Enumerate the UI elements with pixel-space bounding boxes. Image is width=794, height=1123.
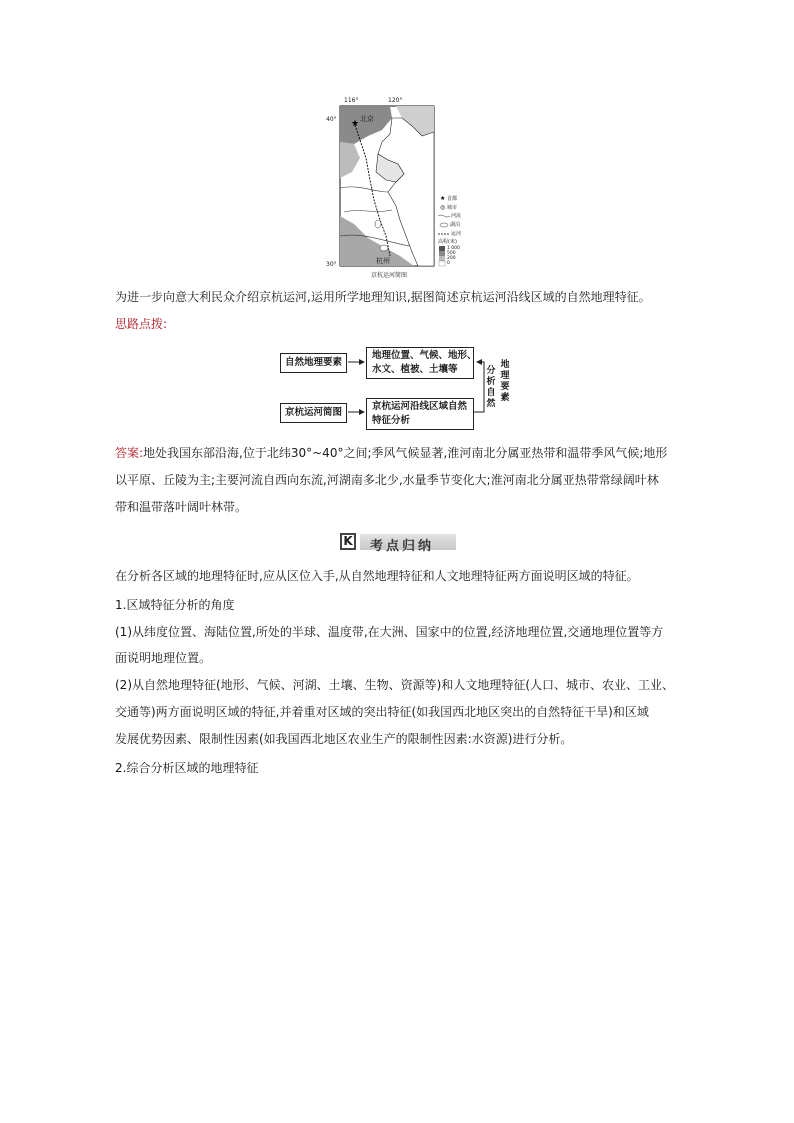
legend-elev-1000: [439, 246, 445, 251]
answer-line-2: 以平原、丘陵为主;主要河流自西向东流,河湖南多北少,水量季节变化大;淮河南北分属亚热带常绿阔叶林: [115, 473, 659, 487]
body-intro: 在分析各区域的地理特征时,应从区位入手,从自然地理特征和人文地理特征两方面说明区域的特征。: [115, 569, 639, 583]
legend-elev-500-label: 500: [447, 251, 456, 256]
legend-elevation-title: 高程(米): [438, 239, 457, 245]
body-p1-line1: (1)从纬度位置、海陆位置,所处的半球、温度带,在大洲、国家中的位置,经济地理位置,交通地理位置等方: [115, 625, 664, 639]
hint-label: 思路点拨:: [115, 317, 168, 331]
lake: [380, 245, 388, 251]
flow-box-element-list: [366, 347, 477, 379]
legend-elev-0: [439, 261, 445, 266]
flow-box-feature-analysis-line2: 特征分析: [372, 415, 411, 426]
flow-box-element-list-line1: 地理位置、气候、地形、: [372, 350, 477, 361]
flow-box-natural-elements: 自然地理要素: [280, 353, 347, 373]
analysis-flow-diagram: [278, 342, 530, 428]
capital-star-icon: ★: [351, 119, 360, 129]
flow-side-label-right: 地理要素: [500, 360, 510, 403]
answer-line-1-text: 地处我国东部沿海,位于北纬30°~40°之间;季风气候显著,淮河南北分属亚热带和温带季风气候;地形: [143, 446, 668, 460]
legend-city-icon: ◎: [440, 204, 446, 211]
answer-line-1: [115, 440, 685, 467]
section-band: [360, 534, 456, 554]
body-heading-1: 1.区域特征分析的角度: [115, 598, 235, 612]
body-p1-line2: 面说明地理位置。: [115, 651, 212, 665]
body-heading-2: 2.综合分析区域的地理特征: [115, 761, 259, 775]
legend-lake-label: 湖泊: [450, 222, 461, 228]
map-caption: 京杭运河简图: [370, 272, 407, 279]
lon-label-116: 116°: [344, 97, 359, 104]
answer-line-3: 带和温带落叶阔叶林带。: [115, 500, 248, 514]
lat-label-40: 40°: [326, 116, 337, 123]
flow-side-label-left: 分析自然: [486, 366, 496, 409]
legend-elev-1000-label: 1 000: [447, 246, 460, 251]
section-banner: [340, 532, 456, 552]
legend-capital-label: 首都: [447, 196, 458, 202]
grand-canal-map: [326, 96, 470, 282]
lat-label-30: 30°: [326, 261, 337, 268]
legend-elev-500: [439, 251, 445, 256]
section-badge: K: [340, 533, 356, 550]
legend-capital-icon: ★: [440, 195, 446, 202]
body-p2-line1: (2)从自然地理特征(地形、气候、河湖、土壤、生物、资源等)和人文地理特征(人口、城市、农业、工业、: [115, 678, 675, 692]
question-text: 为进一步向意大利民众介绍京杭运河,运用所学地理知识,据图简述京杭运河沿线区域的自然地理特征。: [115, 290, 651, 304]
legend-canal-label: 运河: [451, 231, 462, 237]
flow-box-canal-map: 京杭运河简图: [280, 403, 347, 423]
lake: [375, 220, 381, 228]
legend-river-icon: [438, 215, 450, 217]
legend-elev-200: [439, 256, 445, 261]
city-label-hangzhou: 杭州: [376, 257, 390, 265]
legend-lake-icon: [440, 223, 448, 227]
flow-box-element-list-line2: 水文、植被、土壤等: [372, 364, 458, 375]
city-label-beijing: 北京: [360, 115, 374, 123]
lon-label-120: 120°: [388, 97, 403, 104]
legend-elev-200-label: 200: [447, 256, 456, 261]
flow-box-feature-analysis: [366, 398, 474, 430]
body-p2-line3: 发展优势因素、限制性因素(如我国西北地区农业生产的限制性因素:水资源)进行分析。: [115, 732, 573, 746]
legend-river-label: 河流: [451, 213, 462, 219]
flow-box-feature-analysis-line1: 京杭运河沿线区域自然: [372, 401, 468, 412]
answer-label: 答案:: [115, 446, 144, 460]
section-title: 考点归纳: [370, 539, 435, 554]
body-p2-line2: 交通等)两方面说明区域的特征,并着重对区域的突出特征(如我国西北地区突出的自然特征干旱)和区域: [115, 705, 649, 719]
legend-elev-0-label: 0: [447, 261, 450, 266]
legend-city-label: 城市: [447, 205, 458, 211]
